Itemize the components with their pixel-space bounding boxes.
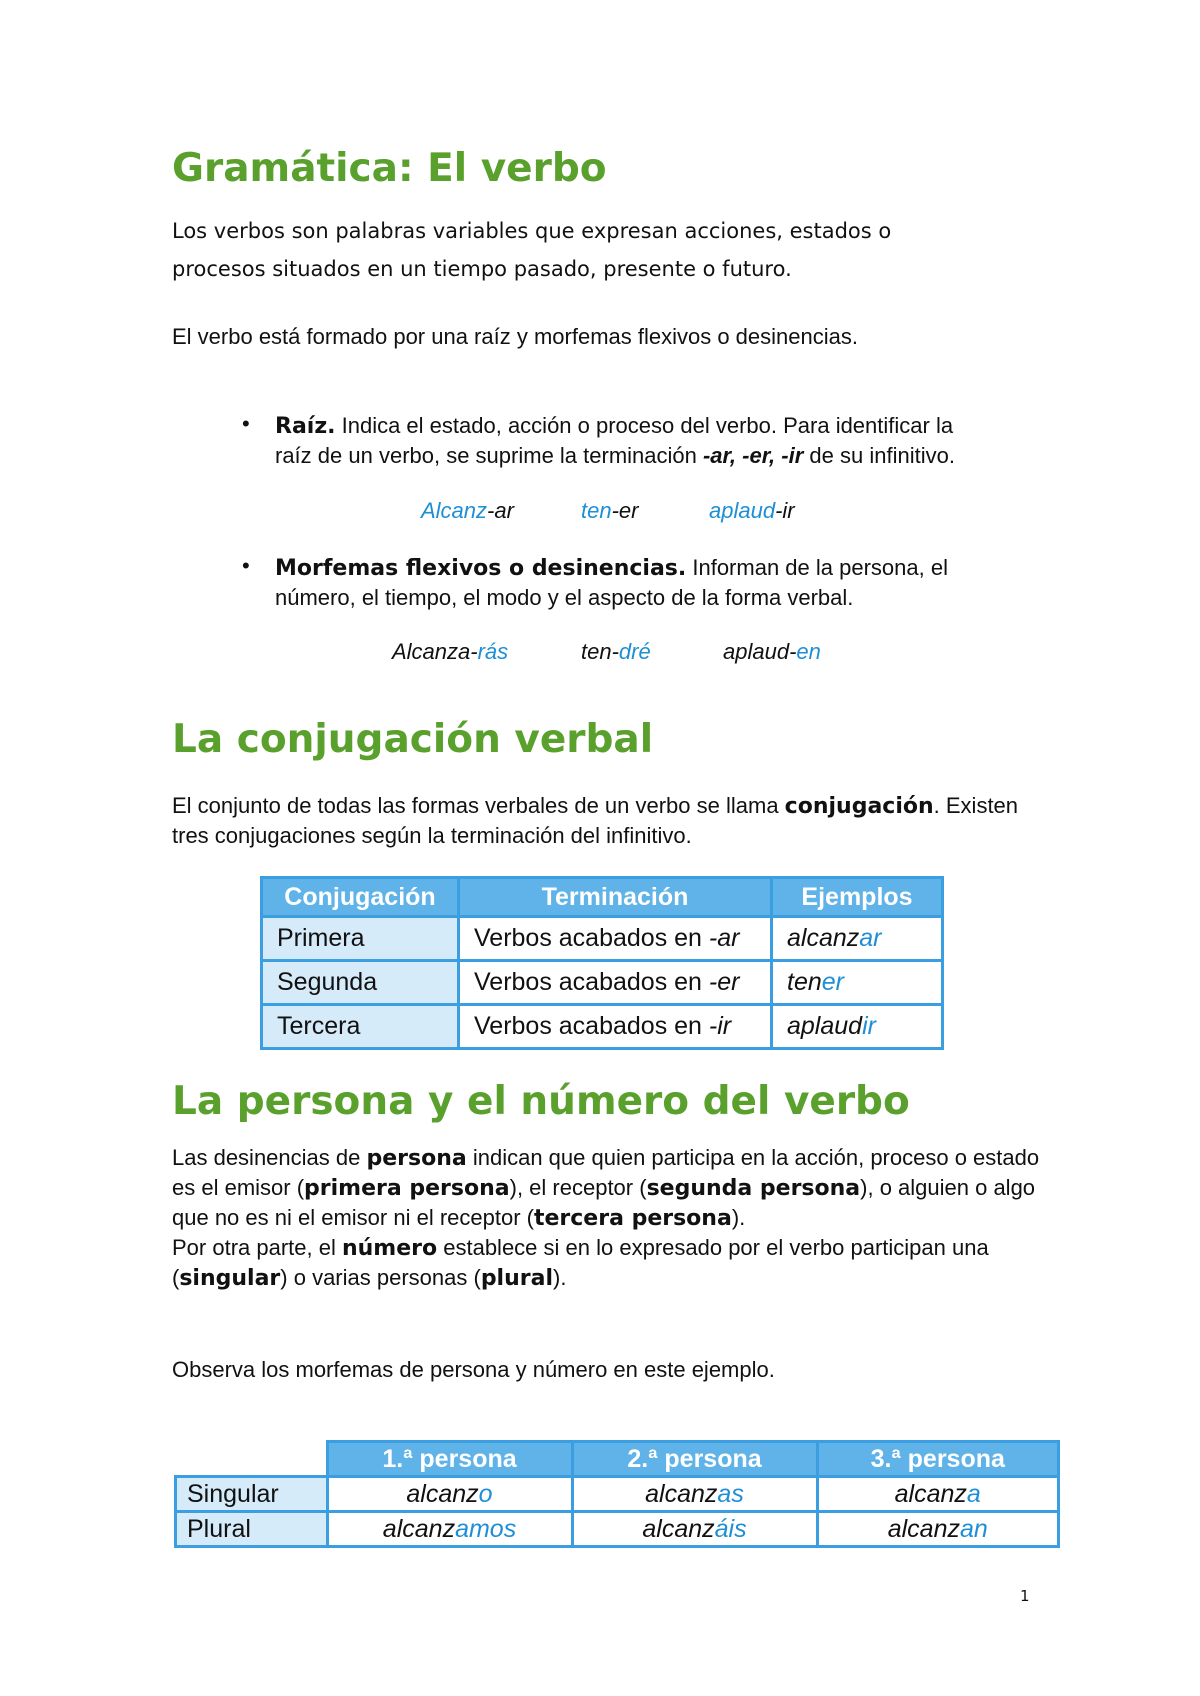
bullet-dot: • [242,553,250,578]
bullet-dot: • [242,411,250,436]
section-title-conjugacion: La conjugación verbal [172,717,654,762]
example-row-raiz [709,496,795,525]
table-cell: tener [772,961,943,1005]
example-ending: -er [611,498,639,523]
persona-table [174,1440,1060,1548]
table-cell: alcanza [817,1477,1059,1512]
table-cell: alcanzo [327,1477,572,1512]
page-number: 1 [1020,1587,1030,1605]
bullet-morfemas: Morfemas flexivos o desinencias. Informan de la persona, el número, el tiempo, el modo y el aspecto de la forma verbal. [275,555,948,610]
table-header: Terminación [459,878,772,917]
table-row [176,1477,1059,1512]
table-header-row [176,1442,1059,1477]
table-row [262,917,943,961]
table-row [262,961,943,1005]
table-row [176,1512,1059,1547]
table-cell: Segunda [262,961,459,1005]
table-header: 1.ª persona [327,1442,572,1477]
conjugation-table [260,876,944,1050]
example-root: Alcanz [421,498,488,523]
table-cell: Tercera [262,1005,459,1049]
intro-paragraph: Los verbos son palabras variables que expresan acciones, estados o procesos situados en un tiempo pasado, presente o futuro. [172,219,892,281]
table-cell: alcanzáis [572,1512,817,1547]
example-row-raiz [421,496,514,525]
term-raiz: Raíz. [275,414,336,439]
table-cell: Singular [176,1477,328,1512]
table-cell: alcanzar [772,917,943,961]
table-cell: Plural [176,1512,328,1547]
example-desinencia: aplaud-en [723,639,821,664]
example-desinencia: Alcanza-rás [392,639,509,664]
section-title-persona: La persona y el número del verbo [172,1079,910,1124]
term-morfemas: Morfemas flexivos o desinencias. [275,556,687,581]
table-header: Ejemplos [772,878,943,917]
table-cell: alcanzan [817,1512,1059,1547]
table-header: Conjugación [262,878,459,917]
conjugacion-paragraph: El conjunto de todas las formas verbales de un verbo se llama conjugación. Existen tres conjugaciones según la terminación del infinitivo. [172,793,1019,848]
table-header: 3.ª persona [817,1442,1059,1477]
table-header-row [262,878,943,917]
table-corner [176,1442,328,1477]
table-cell: Verbos acabados en -ar [459,917,772,961]
table-cell: Verbos acabados en -ir [459,1005,772,1049]
example-ending: -ir [775,498,795,523]
table-header: 2.ª persona [572,1442,817,1477]
table-cell: alcanzas [572,1477,817,1512]
example-ending: -ar [487,498,514,523]
example-row-raiz [581,496,638,525]
example-root: aplaud [709,498,776,523]
observa-paragraph: Observa los morfemas de persona y número en este ejemplo. [172,1357,775,1382]
page-title: Gramática: El verbo [172,146,607,191]
table-cell: alcanzamos [327,1512,572,1547]
bullet-raiz: Raíz. Indica el estado, acción o proceso del verbo. Para identificar la raíz de un verbo, se suprime la terminación -ar, -er, -ir de su infinitivo. [275,413,955,468]
table-cell: Primera [262,917,459,961]
formed-paragraph: El verbo está formado por una raíz y morfemas flexivos o desinencias. [172,324,858,349]
example-root: ten [581,498,612,523]
table-cell: Verbos acabados en -er [459,961,772,1005]
example-desinencia: ten-dré [581,639,651,664]
table-row [262,1005,943,1049]
persona-paragraph: Las desinencias de persona indican que quien participa en la acción, proceso o estado es el emisor (primera persona), el receptor (segunda persona), o alguien o algo que no es ni el emisor ni el receptor (tercera persona). Por otra parte, el número establece si en lo expresado por el verbo participan una (singular) o varias personas (plural). [172,1145,1040,1291]
table-cell: aplaudir [772,1005,943,1049]
